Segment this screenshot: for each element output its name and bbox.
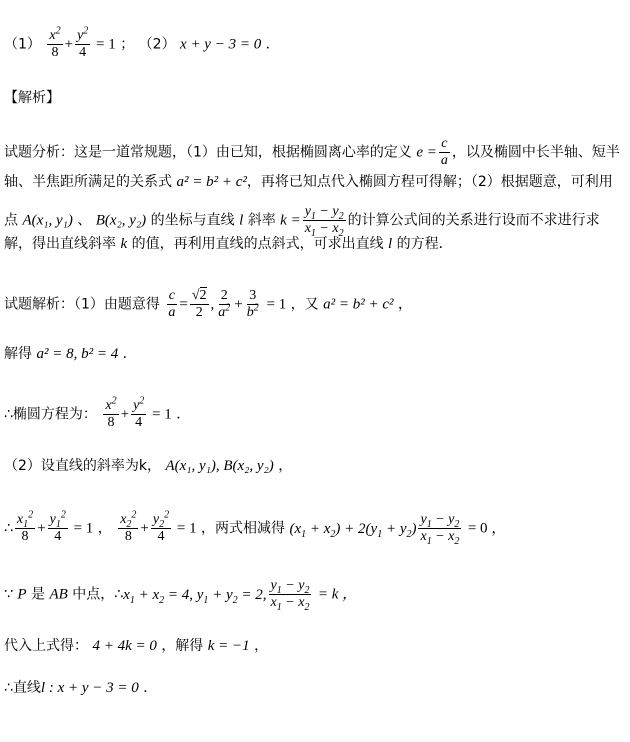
relation-eq: a² = b² + c² [176, 174, 247, 190]
solution-text: ， [278, 458, 293, 474]
overview-line-4 [4, 234, 624, 254]
overview-text: 轴、半焦距所满足的关系式 [4, 174, 172, 190]
solution-text: ． [122, 346, 137, 362]
solution-line-8 [4, 678, 624, 698]
slope-eq: k = [280, 212, 301, 229]
fraction-sqrt2-2: $\frac{√2}{2}$ [191, 288, 207, 320]
fraction-c-a: $\frac{c}{a}$ [168, 288, 176, 320]
solution-text: 试题解析：（1）由题意得 [4, 296, 160, 313]
solution-text: （2）设直线的斜率为k， [4, 458, 162, 474]
answer-label-2: （2） [138, 36, 176, 53]
solution-text: 解得 [4, 346, 32, 362]
overview-line-3 [4, 204, 624, 237]
solution-text: ， [254, 638, 269, 654]
line-equation: x + y − 3 = 0 [180, 36, 262, 53]
point-a: A(x₁, y₁) [22, 212, 73, 229]
analysis-heading: 【解析】 [4, 90, 60, 106]
fraction-y2-4: $\frac{y^2}{4}$ [133, 395, 145, 430]
overview-text: 斜率 [247, 212, 276, 229]
overview-text: 的值，再利用直线的点斜式，可求出直线 [131, 236, 384, 252]
fraction-2-a2: $\frac{2}{a^2}$ [218, 288, 231, 320]
solution-text: ∴ [4, 520, 13, 537]
line-l: l [239, 212, 244, 229]
solution-line-5: ∴ $\frac{x_1^2}{8}$ + $\frac{y_1^2}{4}$ = 1 ， $\frac{x_2^2}{8}$ + $\frac{y_2^2}{4}$ = 1 ，两式相减得 $(x_1 + x_2) + 2(y_1 + y_2)$ $\frac{y_1 - y_2}{x_1 - x_2}$ = 0 ， [4, 509, 507, 547]
substituted-eq: 4 + 4k = 0 [92, 638, 157, 654]
solution-line-4 [4, 456, 624, 476]
fraction-x2-8: $\frac{x^2}{8}$ [105, 395, 117, 430]
solution-text: ． [176, 406, 191, 423]
fraction-y1sq-4: $\frac{y_1^2}{4}$ [49, 509, 66, 544]
solution-text: ，两式相减得 [201, 520, 286, 537]
solution-text: ∴椭圆方程为： [4, 406, 97, 423]
solution-line-2 [4, 344, 624, 364]
overview-text: 的方程． [396, 236, 453, 252]
overview-text: 点 [4, 212, 18, 229]
solution-text: 代入上式得： [4, 638, 88, 654]
solution-line-3: ∴椭圆方程为： $\frac{x^2}{8}$ + $\frac{y^2}{4}$ = 1 ． [4, 395, 191, 430]
fraction-c-a: $\frac{c}{a}$ [440, 136, 448, 168]
point-b: B(x₂, y₂) [95, 212, 147, 229]
segment-ab: AB [49, 586, 68, 603]
solution-text: ，又 [290, 296, 319, 313]
fraction-slope: $\frac{y_1 - y_2}{x_1 - x_2}$ [304, 204, 344, 239]
solution-text: = k ， [317, 586, 358, 603]
solution-text: ， [97, 520, 112, 537]
solution-line-1: 试题解析：（1）由题意得 $\frac{c}{a}$ = $\frac{√2}{2}$ , $\frac{2}{a^2}$ + $\frac{3}{b^2}$ = 1 ，又 a² = b² + c² ， [4, 288, 412, 320]
point-p: P [17, 586, 27, 603]
fraction-y2-4: $\frac{y^2}{4}$ [77, 25, 89, 60]
overview-text: ，以及椭圆中长半轴、短半 [451, 144, 620, 161]
answer-end: ． [265, 36, 280, 53]
fraction-3-b2: $\frac{3}{b^2}$ [246, 288, 259, 320]
solution-text: 是 [31, 586, 45, 603]
line-l: l [388, 236, 393, 252]
relation-eq: a² = b² + c² [323, 296, 394, 313]
overview-line-1 [4, 136, 624, 169]
overview-text: 解，得出直线斜率 [4, 236, 116, 252]
answer-line: （1） $\frac{x^2}{8}$ + $\frac{y^2}{4}$ = 1 ； （2） x + y − 3 = 0 ． [4, 25, 280, 60]
final-line-eq: l : x + y − 3 = 0 [40, 680, 139, 696]
solution-line-6: ∵ P 是 AB 中点，$\therefore x_1 + x_2 = 4$, $y_1 + y_2 = 2$, $\frac{y_1 - y_2}{x_1 - x_2}$ = k ， [4, 578, 358, 613]
solution-line-7 [4, 636, 624, 656]
solution-text: ∴直线 [4, 680, 41, 696]
answer-label-1: （1） [4, 36, 41, 53]
fraction-slope: $\frac{y_1 - y_2}{x_1 - x_2}$ [270, 578, 310, 613]
fraction-y2sq-4: $\frac{y_2^2}{4}$ [152, 509, 170, 544]
overview-text: 的计算公式间的关系进行设而不求进行求 [347, 212, 600, 229]
fraction-x1sq-8: $\frac{x_1^2}{8}$ [16, 509, 34, 544]
slope-value: k = −1 [207, 638, 250, 654]
overview-text: 、 [77, 212, 92, 229]
solution-text: ． [143, 680, 158, 696]
solution-text: 中点，∴ [72, 586, 124, 603]
fraction-slope: $\frac{y_1 - y_2}{x_1 - x_2}$ [420, 512, 460, 547]
fraction-x2-8: $\frac{x^2}{8}$ [49, 25, 61, 60]
slope-k: k [120, 236, 128, 252]
points-ab: A(x₁, y₁), B(x₂, y₂) [165, 458, 274, 474]
solution-text: ， [397, 296, 412, 313]
overview-line-2 [4, 172, 624, 192]
answer-separator: ； [120, 36, 135, 53]
overview-text: 试题分析：这是一道常规题，（1）由已知，根据椭圆离心率的定义 [4, 144, 412, 161]
fraction-x2sq-8: $\frac{x_2^2}{8}$ [120, 509, 137, 544]
overview-text: 的坐标与直线 [150, 212, 235, 229]
solution-text: ，解得 [161, 638, 204, 654]
solution-text: = 0 ， [467, 520, 507, 537]
solved-values: a² = 8, b² = 4 [36, 346, 119, 362]
solution-text: ∵ [4, 586, 13, 603]
overview-text: ，再将已知点代入椭圆方程可得解；（2）根据题意，可利用 [246, 174, 613, 190]
eccentricity-eq: e = [416, 144, 437, 161]
